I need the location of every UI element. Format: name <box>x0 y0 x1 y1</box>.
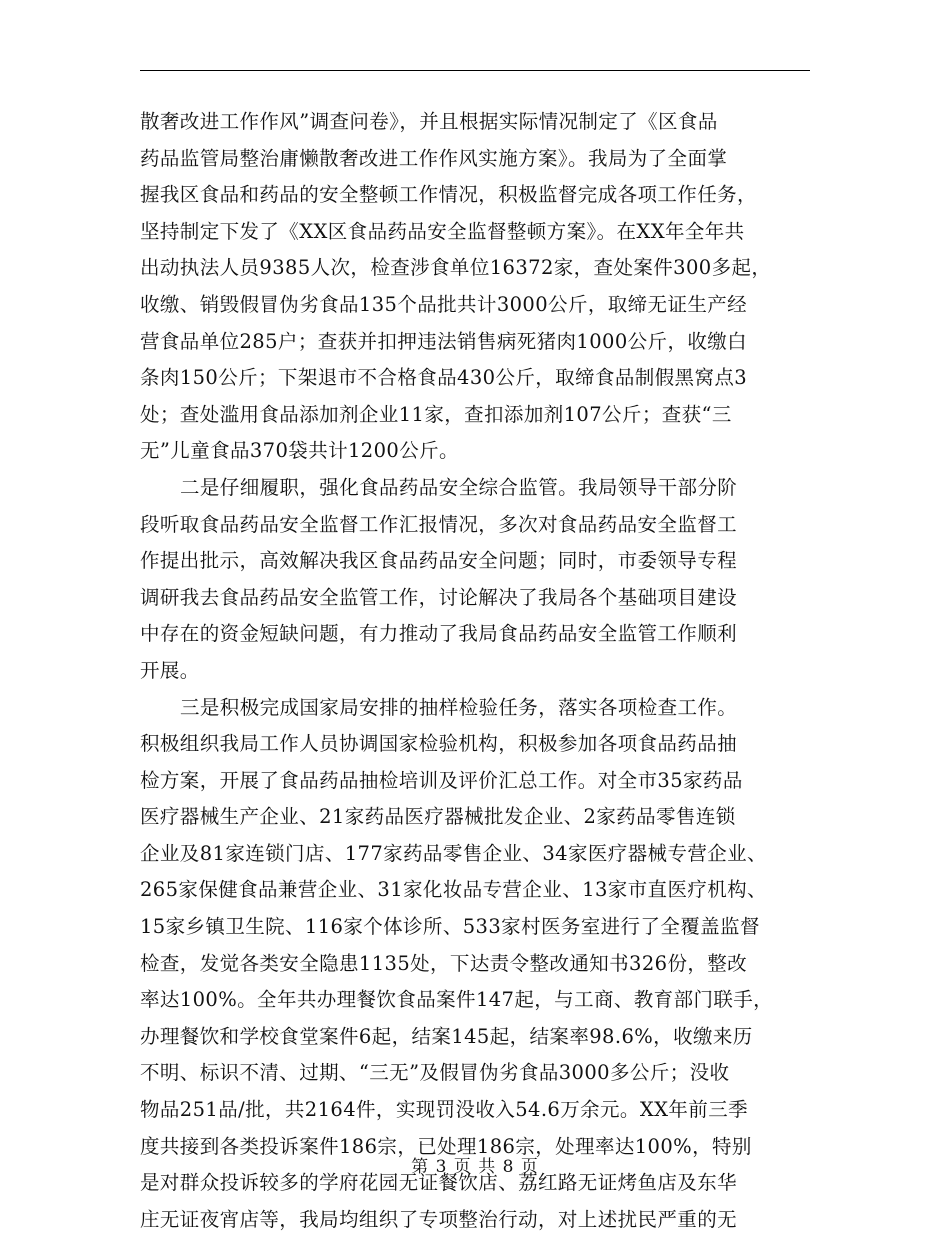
text-line: 是对群众投诉较多的学府花园无证餐饮店、荔红路无证烤鱼店及东华 <box>140 1171 738 1195</box>
text-line: 企业及81家连锁门店、177家药品零售企业、34家医疗器械专营企业、 <box>140 841 767 865</box>
text-line: 开展。 <box>140 658 200 682</box>
text-line: 度共接到各类投诉案件186宗，已处理186宗，处理率达100%，特别 <box>140 1134 752 1158</box>
text-line: 物品251品/批，共2164件，实现罚没收入54.6万余元。XX年前三季 <box>140 1098 748 1122</box>
text-line: 条肉150公斤；下架退市不合格食品430公斤，取缔食品制假黑窝点3 <box>140 366 748 390</box>
document-body <box>140 104 812 1238</box>
text-line: 营食品单位285户；查获并扣押违法销售病死猪肉1000公斤，收缴白 <box>140 329 748 353</box>
text-line: 调研我去食品药品安全监管工作，讨论解决了我局各个基础项目建设 <box>140 585 738 609</box>
header-rule <box>140 70 810 71</box>
text-line: 医疗器械生产企业、21家药品医疗器械批发企业、2家药品零售连锁 <box>140 805 736 829</box>
text-line: 办理餐饮和学校食堂案件6起，结案145起，结案率98.6%，收缴来历 <box>140 1024 753 1048</box>
text-line: 无”儿童食品370袋共计1200公斤。 <box>140 439 459 463</box>
text-line: 出动执法人员9385人次，检查涉食单位16372家，查处案件300多起， <box>140 256 772 280</box>
text-line: 庄无证夜宵店等，我局均组织了专项整治行动，对上述扰民严重的无 <box>140 1207 738 1231</box>
text-line: 处；查处滥用食品添加剂企业11家，查扣添加剂107公斤；查获“三 <box>140 402 732 426</box>
text-line: 中存在的资金短缺问题，有力推动了我局食品药品安全监管工作顺利 <box>140 622 738 646</box>
text-line: 握我区食品和药品的安全整顿工作情况，积极监督完成各项工作任务， <box>140 183 757 207</box>
text-line: 检查，发觉各类安全隐患1135处，下达责令整改通知书326份，整改 <box>140 951 748 975</box>
text-line: 15家乡镇卫生院、116家个体诊所、533家村医务室进行了全覆盖监督 <box>140 915 760 939</box>
text-line: 作提出批示，高效解决我区食品药品安全问题；同时，市委领导专程 <box>140 549 738 573</box>
text-line: 收缴、销毁假冒伪劣食品135个品批共计3000公斤，取缔无证生产经 <box>140 292 748 316</box>
paragraph-start-line: 二是仔细履职，强化食品药品安全综合监管。我局领导干部分阶 <box>180 475 738 499</box>
text-line: 265家保健食品兼营企业、31家化妆品专营企业、13家市直医疗机构、 <box>140 878 767 902</box>
text-line: 检方案，开展了食品药品抽检培训及评价汇总工作。对全市35家药品 <box>140 768 743 792</box>
text-line: 段听取食品药品安全监督工作汇报情况，多次对食品药品安全监督工 <box>140 512 738 536</box>
text-line: 药品监管局整治庸懒散奢改进工作作风实施方案》。我局为了全面掌 <box>140 146 728 170</box>
text-line: 不明、标识不清、过期、“三无”及假冒伪劣食品3000多公斤；没收 <box>140 1061 730 1085</box>
text-line: 率达100%。全年共办理餐饮食品案件147起，与工商、教育部门联手， <box>140 988 774 1012</box>
text-line: 积极组织我局工作人员协调国家检验机构，积极参加各项食品药品抽 <box>140 732 738 756</box>
page-number-footer: 第 3 页 共 8 页 <box>411 1157 539 1177</box>
text-line: 散奢改进工作作风”调查问卷》，并且根据实际情况制定了《区食品 <box>140 110 718 133</box>
paragraph-start-line: 三是积极完成国家局安排的抽样检验任务，落实各项检查工作。 <box>180 695 738 719</box>
text-line: 坚持制定下发了《XX区食品药品安全监督整顿方案》。在XX年全年共 <box>140 219 745 243</box>
